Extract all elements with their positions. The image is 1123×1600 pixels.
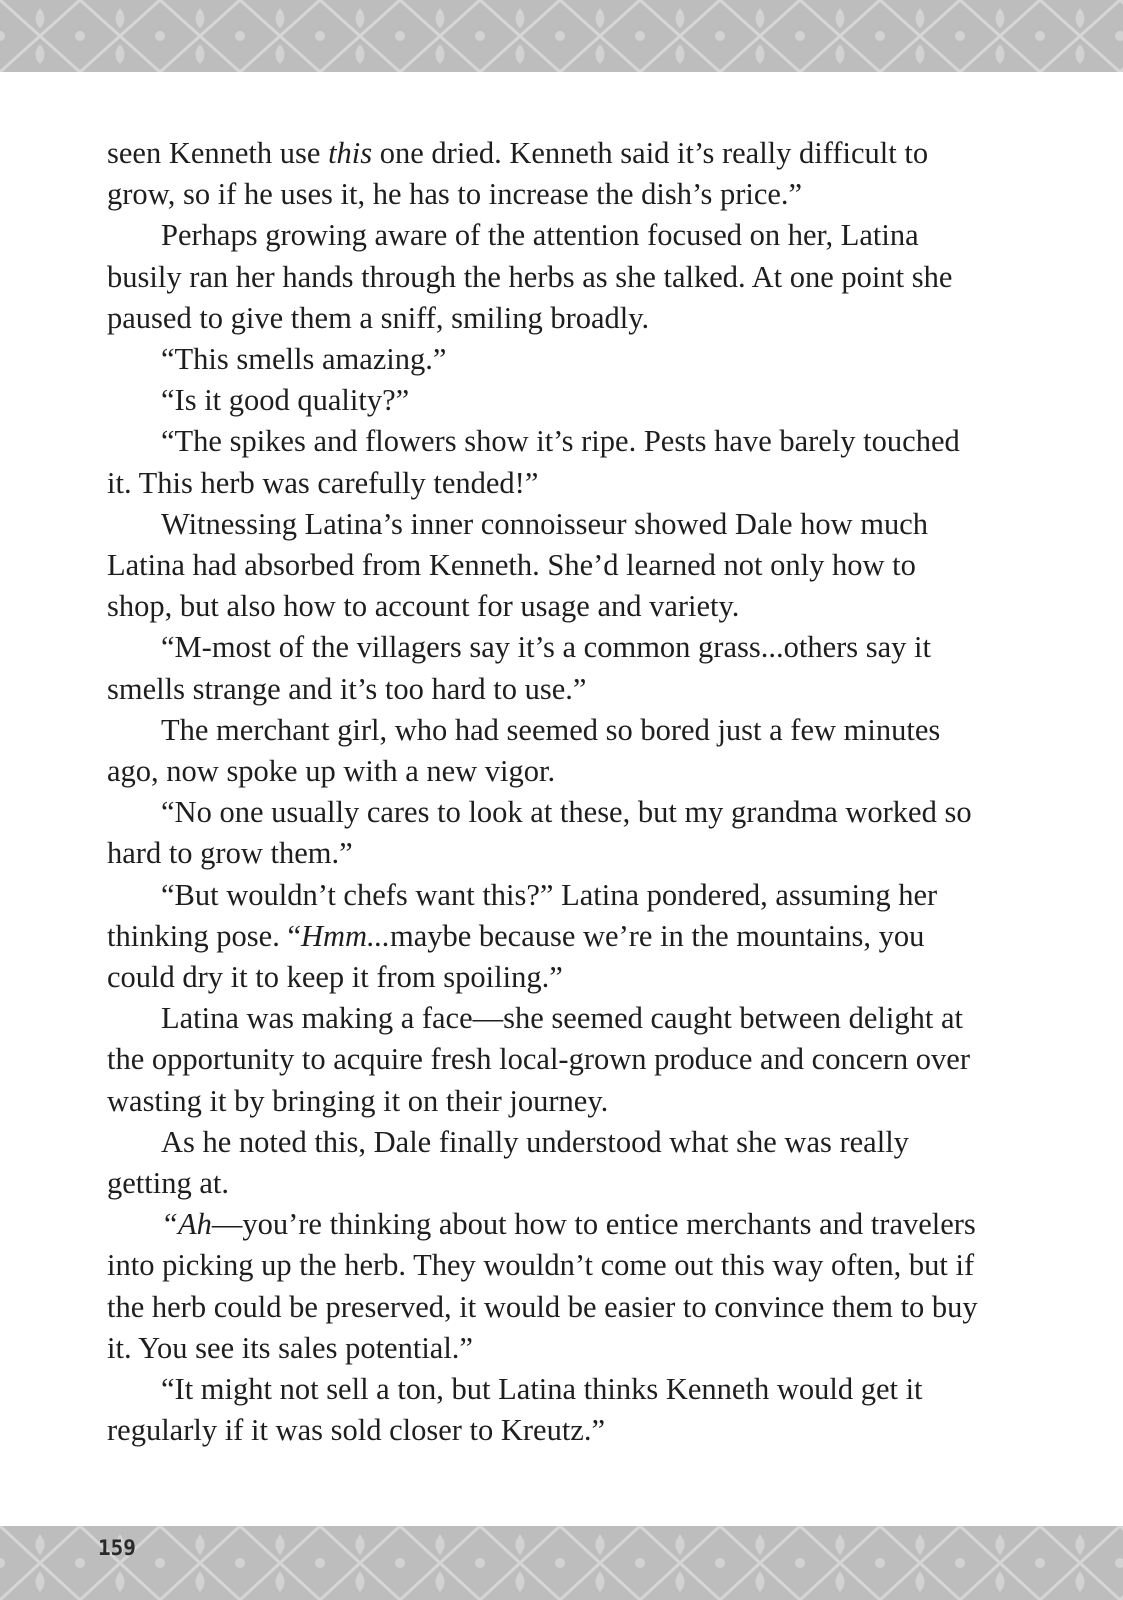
text-run: one dried. Kenneth said it’s really difficult to grow, so if he uses it, he has to increase the dish’s price.” bbox=[107, 136, 929, 212]
page-number: 159 bbox=[98, 1536, 136, 1560]
italic-text: “Ah bbox=[161, 1207, 212, 1242]
decorative-footer-band bbox=[0, 1526, 1123, 1600]
paragraph bbox=[107, 1204, 987, 1369]
paragraph bbox=[107, 380, 987, 421]
paragraph bbox=[107, 792, 987, 874]
ornament-pattern-top bbox=[0, 0, 1123, 72]
text-run: “Is it good quality?” bbox=[161, 383, 410, 418]
paragraph bbox=[107, 710, 987, 792]
text-run: Latina was making a face—she seemed caught between delight at the opportunity to acquire fresh local-grown produce and concern over wasting it by bringing it on their journey. bbox=[107, 1001, 970, 1118]
text-run: “This smells amazing.” bbox=[161, 342, 447, 377]
text-run: “But wouldn’t chefs want this?” Latina pondered, assuming her thinking pose. “ bbox=[107, 877, 938, 953]
paragraph bbox=[107, 998, 987, 1122]
text-run: Witnessing Latina’s inner connoisseur showed Dale how much Latina had absorbed from Kenneth. She’d learned not only how to shop, but also how to account for usage and variety. bbox=[107, 506, 929, 624]
paragraph bbox=[107, 627, 987, 709]
text-run: Perhaps growing aware of the attention focused on her, Latina busily ran her hands through the herbs as she talked. At one point she paused to give them a sniff, smiling broadly. bbox=[107, 218, 953, 335]
paragraph bbox=[107, 1369, 987, 1451]
text-run: maybe because we’re in the mountains, you could dry it to keep it from spoiling.” bbox=[107, 918, 925, 995]
paragraph bbox=[107, 421, 987, 503]
text-run: “M-most of the villagers say it’s a common grass...others say it smells strange and it’s too hard to use.” bbox=[107, 630, 931, 706]
paragraph bbox=[107, 1122, 987, 1204]
italic-text: this bbox=[328, 136, 373, 170]
paragraph bbox=[107, 504, 987, 628]
text-run: As he noted this, Dale finally understood what she was really getting at. bbox=[107, 1124, 909, 1201]
paragraph bbox=[107, 133, 987, 215]
decorative-header-band bbox=[0, 0, 1123, 72]
italic-text: Hmm... bbox=[301, 918, 390, 953]
text-run: seen Kenneth use bbox=[107, 136, 329, 170]
page-body-text bbox=[107, 133, 987, 1452]
paragraph bbox=[107, 339, 987, 380]
paragraph bbox=[107, 215, 987, 339]
text-run: “It might not sell a ton, but Latina thinks Kenneth would get it regularly if it was sold closer to Kreutz.” bbox=[107, 1372, 923, 1448]
text-run: —you’re thinking about how to entice merchants and travelers into picking up the herb. They wouldn’t come out this way often, but if the herb could be preserved, it would be easier to convince them to buy it. You see its sales potential.” bbox=[107, 1207, 978, 1365]
text-run: “No one usually cares to look at these, but my grandma worked so hard to grow them.” bbox=[107, 795, 972, 871]
ornament-pattern-bottom bbox=[0, 1526, 1123, 1600]
paragraph bbox=[107, 875, 987, 999]
text-run: The merchant girl, who had seemed so bored just a few minutes ago, now spoke up with a new vigor. bbox=[107, 712, 941, 789]
text-run: “The spikes and flowers show it’s ripe. Pests have barely touched it. This herb was carefully tended!” bbox=[107, 424, 960, 500]
